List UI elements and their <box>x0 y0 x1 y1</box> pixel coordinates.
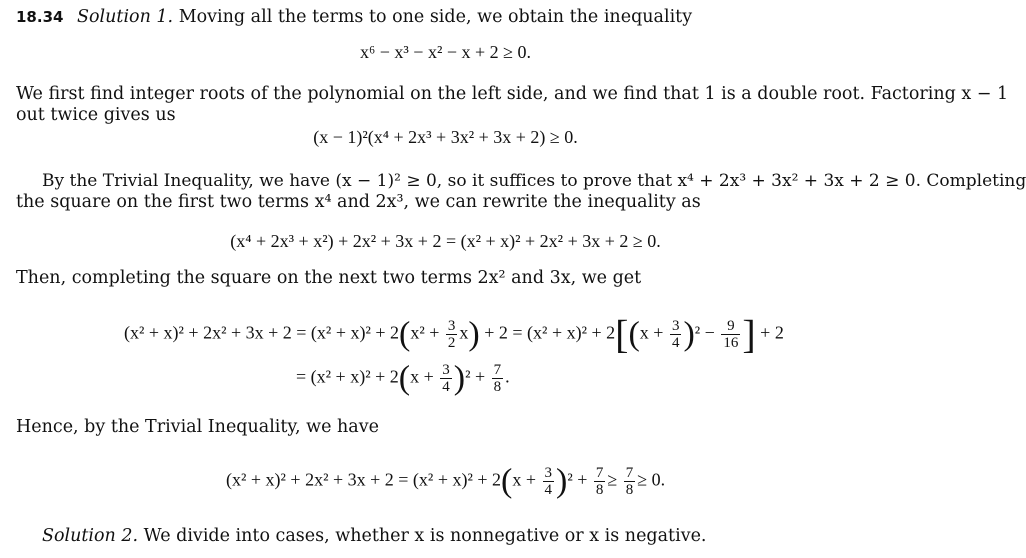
eq6-fraction-1: $\frac{3}{4}$ <box>544 465 553 498</box>
equation-5 <box>296 359 510 397</box>
equation-1: x⁶ − x³ − x² − x + 2 ≥ 0. <box>359 42 532 62</box>
eq4-fraction-2: $\frac{3}{4}$ <box>671 318 680 351</box>
equation-3: (x⁴ + 2x³ + x²) + 2x² + 3x + 2 = (x² + x)² + 2x² + 3x + 2 ≥ 0. <box>230 231 661 251</box>
eq6-part-d: ≥ <box>607 469 618 490</box>
paragraph-4: Then, completing the square on the next two terms 2x² and 3x, we get <box>16 268 642 288</box>
eq4-part-f: ² − <box>694 322 715 343</box>
eq5-open-paren: ( <box>398 359 411 397</box>
paragraph-2-line-2: out twice gives us <box>16 105 176 125</box>
eq6-part-c: ² + <box>567 469 588 490</box>
eq5-part-b: x + <box>410 366 434 387</box>
eq4-part-e: x + <box>639 322 664 343</box>
paragraph-3-line-2: the square on the first two terms x⁴ and 2x³, we can rewrite the inequality as <box>16 192 701 212</box>
eq5-part-a: = (x² + x)² + 2 <box>296 366 399 387</box>
solution-1-label: Solution 1. <box>77 7 174 27</box>
paragraph-2-line-1: We first find integer roots of the polynomial on the left side, and we find that 1 is a double root. Factoring x − 1 <box>16 84 1009 104</box>
solution-2-intro <box>42 525 707 547</box>
equation-4 <box>124 311 784 357</box>
paragraph-3-line-1: By the Trivial Inequality, we have (x − 1)² ≥ 0, so it suffices to prove that x⁴ + 2x³ + 3x² + 3x + 2 ≥ 0. Completing <box>42 171 1026 191</box>
eq6-part-b: x + <box>512 469 537 490</box>
eq4-part-a: (x² + x)² + 2x² + 3x + 2 = (x² + x)² + 2 <box>124 322 400 343</box>
eq4-close-paren: ) <box>468 315 480 353</box>
eq6-part-a: (x² + x)² + 2x² + 3x + 2 = (x² + x)² + 2 <box>226 469 502 490</box>
eq4-part-c: x <box>459 322 469 343</box>
solution-2-text: We divide into cases, whether x is nonnegative or x is negative. <box>138 526 707 546</box>
eq4-part-d: + 2 = (x² + x)² + 2 <box>484 322 616 343</box>
eq6-close-paren: ) <box>556 462 568 500</box>
eq4-part-g: + 2 <box>760 322 784 343</box>
eq5-part-c: ² + <box>465 366 486 387</box>
eq5-fraction-1: $\frac{3}{4}$ <box>442 362 450 395</box>
eq5-fraction-2: $\frac{7}{8}$ <box>493 362 502 395</box>
eq4-fraction-3: $\frac{9}{16}$ <box>723 318 739 351</box>
eq4-close-bracket: ] <box>742 311 756 357</box>
eq4-part-b: x² + <box>410 322 440 343</box>
solution-2-label: Solution 2. <box>42 526 139 546</box>
eq6-fraction-3: $\frac{7}{8}$ <box>625 465 634 498</box>
solution-1-text: Moving all the terms to one side, we obtain the inequality <box>173 7 693 27</box>
eq5-close-paren: ) <box>453 359 466 397</box>
equation-2: (x − 1)²(x⁴ + 2x³ + 3x² + 3x + 2) ≥ 0. <box>313 127 578 147</box>
problem-number: 18.34 <box>16 8 64 26</box>
eq4-open-bracket: [ <box>615 311 629 357</box>
eq4-open-paren-2: ( <box>628 315 640 353</box>
eq6-open-paren: ( <box>501 462 513 500</box>
eq4-open-paren: ( <box>399 315 411 353</box>
solution-1-intro <box>16 6 692 28</box>
eq4-fraction-1: $\frac{3}{2}$ <box>447 318 456 351</box>
eq6-part-e: ≥ 0. <box>637 469 666 490</box>
eq4-close-paren-2: ) <box>683 315 695 353</box>
eq5-part-d: . <box>505 366 510 387</box>
paragraph-5: Hence, by the Trivial Inequality, we have <box>16 417 379 437</box>
equation-6 <box>226 462 666 500</box>
eq6-fraction-2: $\frac{7}{8}$ <box>595 465 604 498</box>
